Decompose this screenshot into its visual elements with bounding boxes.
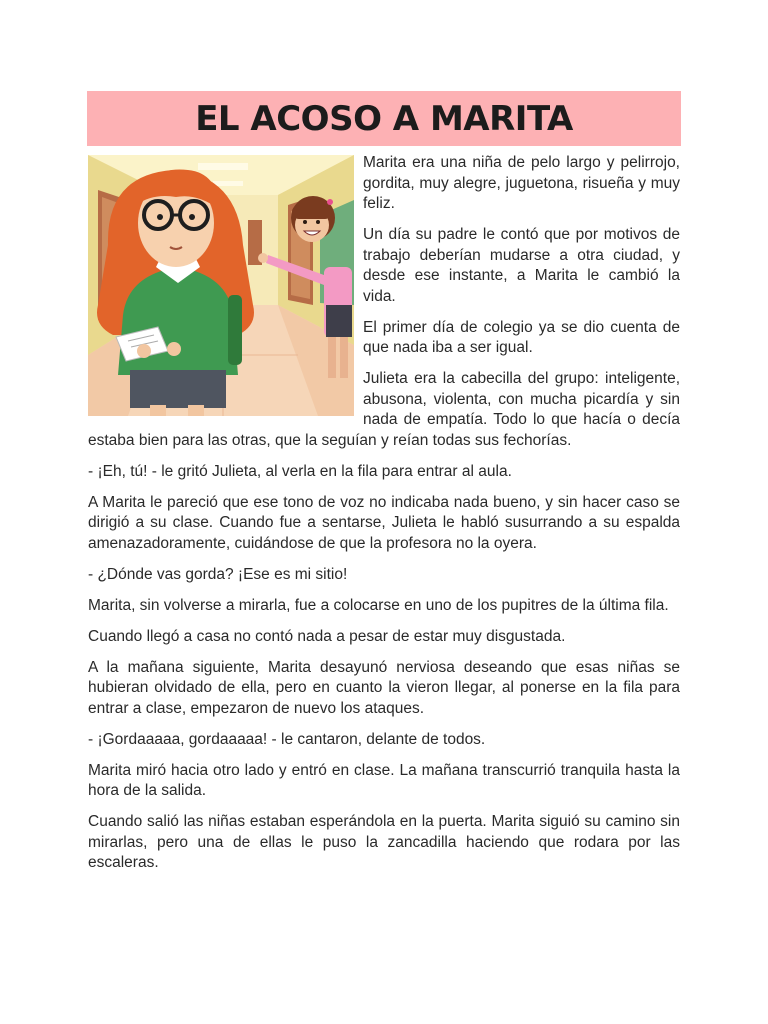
paragraph: Julieta era la cabecilla del grupo: inteligente, abusona, violenta, con mucha picardía y sin nada de empatía. Todo lo que hacía o decía estaba bien para las otras, que la seguían y reían todas sus fechorías. — [88, 370, 680, 449]
paragraph: - ¡Eh, tú! - le gritó Julieta, al verla en la fila para entrar al aula. — [88, 462, 512, 480]
paragraph: Un día su padre le contó que por motivos de trabajo deberían mudarse a otra ciudad, y desde ese instante, a Marita le cambió la vida. — [363, 226, 680, 305]
title-banner — [87, 91, 681, 146]
paragraph: - ¡Gordaaaaa, gordaaaaa! - le cantaron, delante de todos. — [88, 730, 486, 748]
paragraph: Cuando llegó a casa no contó nada a pesar de estar muy disgustada. — [88, 627, 566, 645]
paragraph: - ¿Dónde vas gorda? ¡Ese es mi sitio! — [88, 565, 348, 583]
paragraph: Marita, sin volverse a mirarla, fue a colocarse en uno de los pupitres de la última fila. — [88, 596, 669, 614]
illustration-spacer — [88, 153, 354, 415]
paragraph: A Marita le pareció que ese tono de voz no indicaba nada bueno, y sin hacer caso se dirigió a su clase. Cuando fue a sentarse, Julieta le habló susurrando a su espalda amenazadoramente, cuidándose de que la profesora no la oyera. — [88, 493, 680, 552]
paragraph: A la mañana siguiente, Marita desayunó nerviosa deseando que esas niñas se hubieran olvidado de ella, pero en cuanto la vieron llegar, al ponerse en la fila para entrar a clase, empezaron de nuevo los ataques. — [88, 658, 680, 717]
paragraph: Marita era una niña de pelo largo y pelirrojo, gordita, muy alegre, juguetona, risueña y muy feliz. — [363, 154, 680, 212]
story-text — [88, 153, 680, 874]
paragraph: Marita miró hacia otro lado y entró en clase. La mañana transcurrió tranquila hasta la hora de la salida. — [88, 761, 680, 799]
page-title: EL ACOSO A MARITA — [195, 98, 573, 139]
paragraph: El primer día de colegio ya se dio cuenta de que nada iba a ser igual. — [363, 318, 680, 356]
paragraph: Cuando salió las niñas estaban esperándola en la puerta. Marita siguió su camino sin mirarlas, pero una de ellas le puso la zancadilla haciendo que rodara por las escaleras. — [88, 813, 680, 871]
